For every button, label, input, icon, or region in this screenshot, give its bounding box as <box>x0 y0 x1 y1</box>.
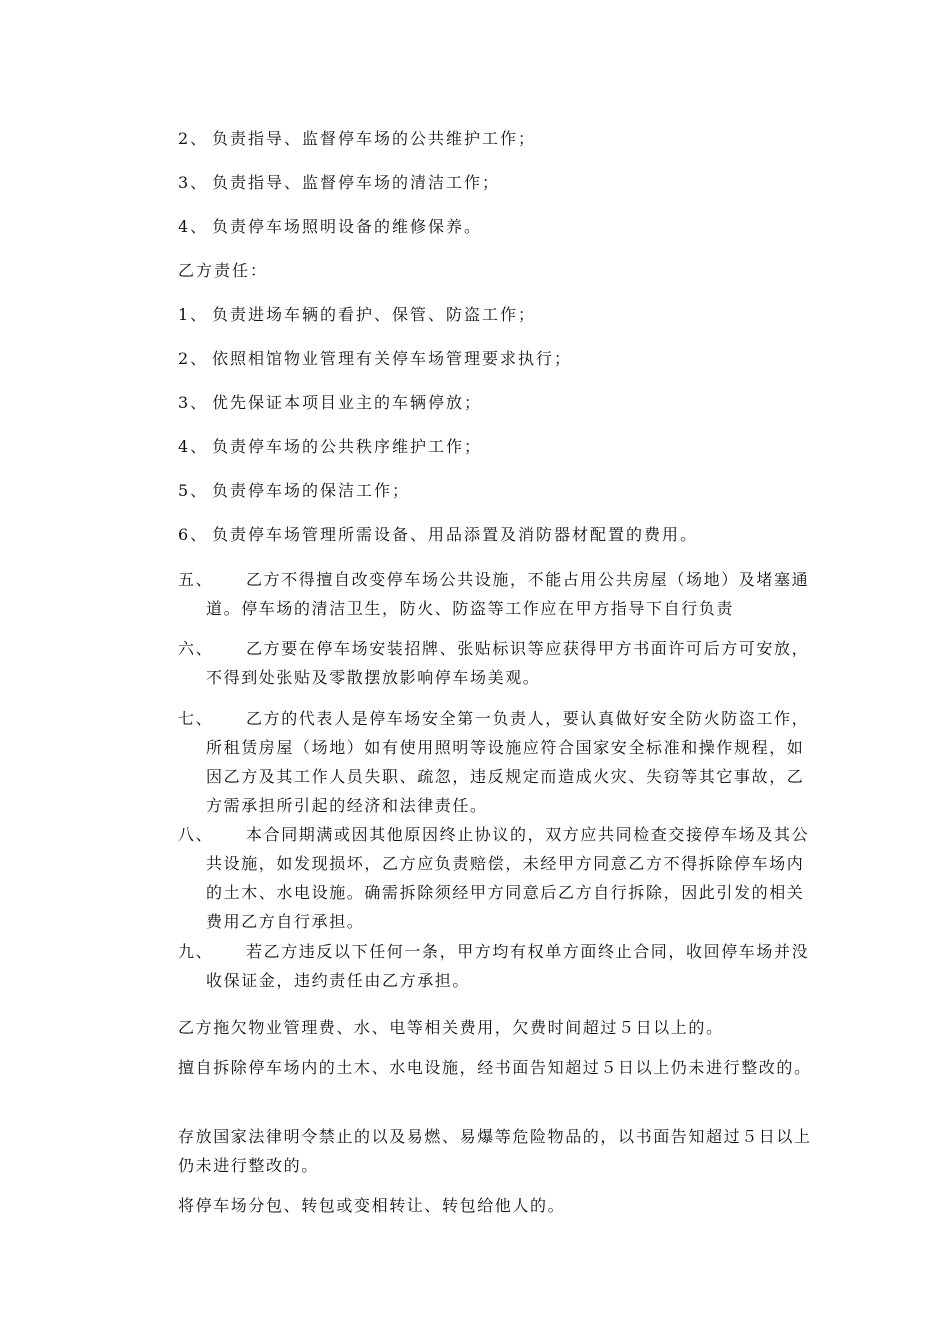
list-item <box>178 216 482 238</box>
list-text: 负责进场车辆的看护、保管、防盗工作； <box>212 305 537 324</box>
clause-text: 若乙方违反以下任何一条，甲方均有权单方面终止合同，收回停车场并没收保证金，违约责任由乙方承担。 <box>206 942 810 990</box>
list-item <box>178 348 572 370</box>
list-number: 5、 <box>178 481 209 500</box>
clause-nine <box>178 937 818 995</box>
clause-number: 八、 <box>178 825 214 844</box>
clause-text: 乙方的代表人是停车场安全第一负责人，要认真做好安全防火防盗工作，所租赁房屋（场地）如有使用照明等设施应符合国家安全标准和操作规程，如因乙方及其工作人员失职、疏忽，违反规定而造成火灾、失窃等其它事故，乙方需承担所引起的经济和法律责任。 <box>206 709 810 815</box>
clause-number: 五、 <box>178 570 214 589</box>
clause-seven <box>178 704 818 820</box>
section-heading: 乙方责任： <box>178 261 269 280</box>
clause-text: 乙方要在停车场安装招牌、张贴标识等应获得甲方书面许可后方可安放，不得到处张贴及零散摆放影响停车场美观。 <box>206 639 810 687</box>
list-text: 负责指导、监督停车场的清洁工作； <box>212 173 501 192</box>
list-item <box>178 436 482 458</box>
clause-five <box>178 565 818 623</box>
list-number: 6、 <box>178 525 209 544</box>
list-text: 负责指导、监督停车场的公共维护工作； <box>212 129 537 148</box>
list-number: 4、 <box>178 437 209 456</box>
condition-item: 乙方拖欠物业管理费、水、电等相关费用，欠费时间超过５日以上的。 <box>178 1018 724 1037</box>
list-item <box>178 172 500 194</box>
clause-number: 九、 <box>178 942 214 961</box>
list-number: 2、 <box>178 129 209 148</box>
list-number: 3、 <box>178 173 209 192</box>
clause-number: 七、 <box>178 709 214 728</box>
condition-item: 擅自拆除停车场内的土木、水电设施，经书面告知超过５日以上仍未进行整改的。 <box>178 1058 812 1077</box>
condition-item: 存放国家法律明令禁止的以及易燃、易爆等危险物品的，以书面告知超过５日以上仍未进行整改的。 <box>178 1127 812 1175</box>
list-item <box>178 392 482 414</box>
list-text: 负责停车场照明设备的维修保养。 <box>212 217 483 236</box>
list-text: 依照相馆物业管理有关停车场管理要求执行； <box>212 349 573 368</box>
list-number: 2、 <box>178 349 209 368</box>
list-item <box>178 304 536 326</box>
list-number: 4、 <box>178 217 209 236</box>
list-text: 负责停车场管理所需设备、用品添置及消防器材配置的费用。 <box>212 525 699 544</box>
list-item <box>178 128 536 150</box>
list-text: 优先保证本项目业主的车辆停放； <box>212 393 483 412</box>
list-text: 负责停车场的公共秩序维护工作； <box>212 437 483 456</box>
clause-eight <box>178 820 818 936</box>
list-number: 1、 <box>178 305 209 324</box>
list-text: 负责停车场的保洁工作； <box>212 481 411 500</box>
list-item <box>178 480 410 502</box>
list-number: 3、 <box>178 393 209 412</box>
clause-number: 六、 <box>178 639 214 658</box>
clause-text: 本合同期满或因其他原因终止协议的，双方应共同检查交接停车场及其公共设施，如发现损坏，乙方应负责赔偿，未经甲方同意乙方不得拆除停车场内的土木、水电设施。确需拆除须经甲方同意后乙方自行拆除，因此引发的相关费用乙方自行承担。 <box>206 825 810 931</box>
list-item <box>178 524 698 546</box>
clause-text: 乙方不得擅自改变停车场公共设施，不能占用公共房屋（场地）及堵塞通道。停车场的清洁卫生，防火、防盗等工作应在甲方指导下自行负责 <box>206 570 810 618</box>
clause-six <box>178 634 818 692</box>
condition-item: 将停车场分包、转包或变相转让、转包给他人的。 <box>178 1196 566 1215</box>
